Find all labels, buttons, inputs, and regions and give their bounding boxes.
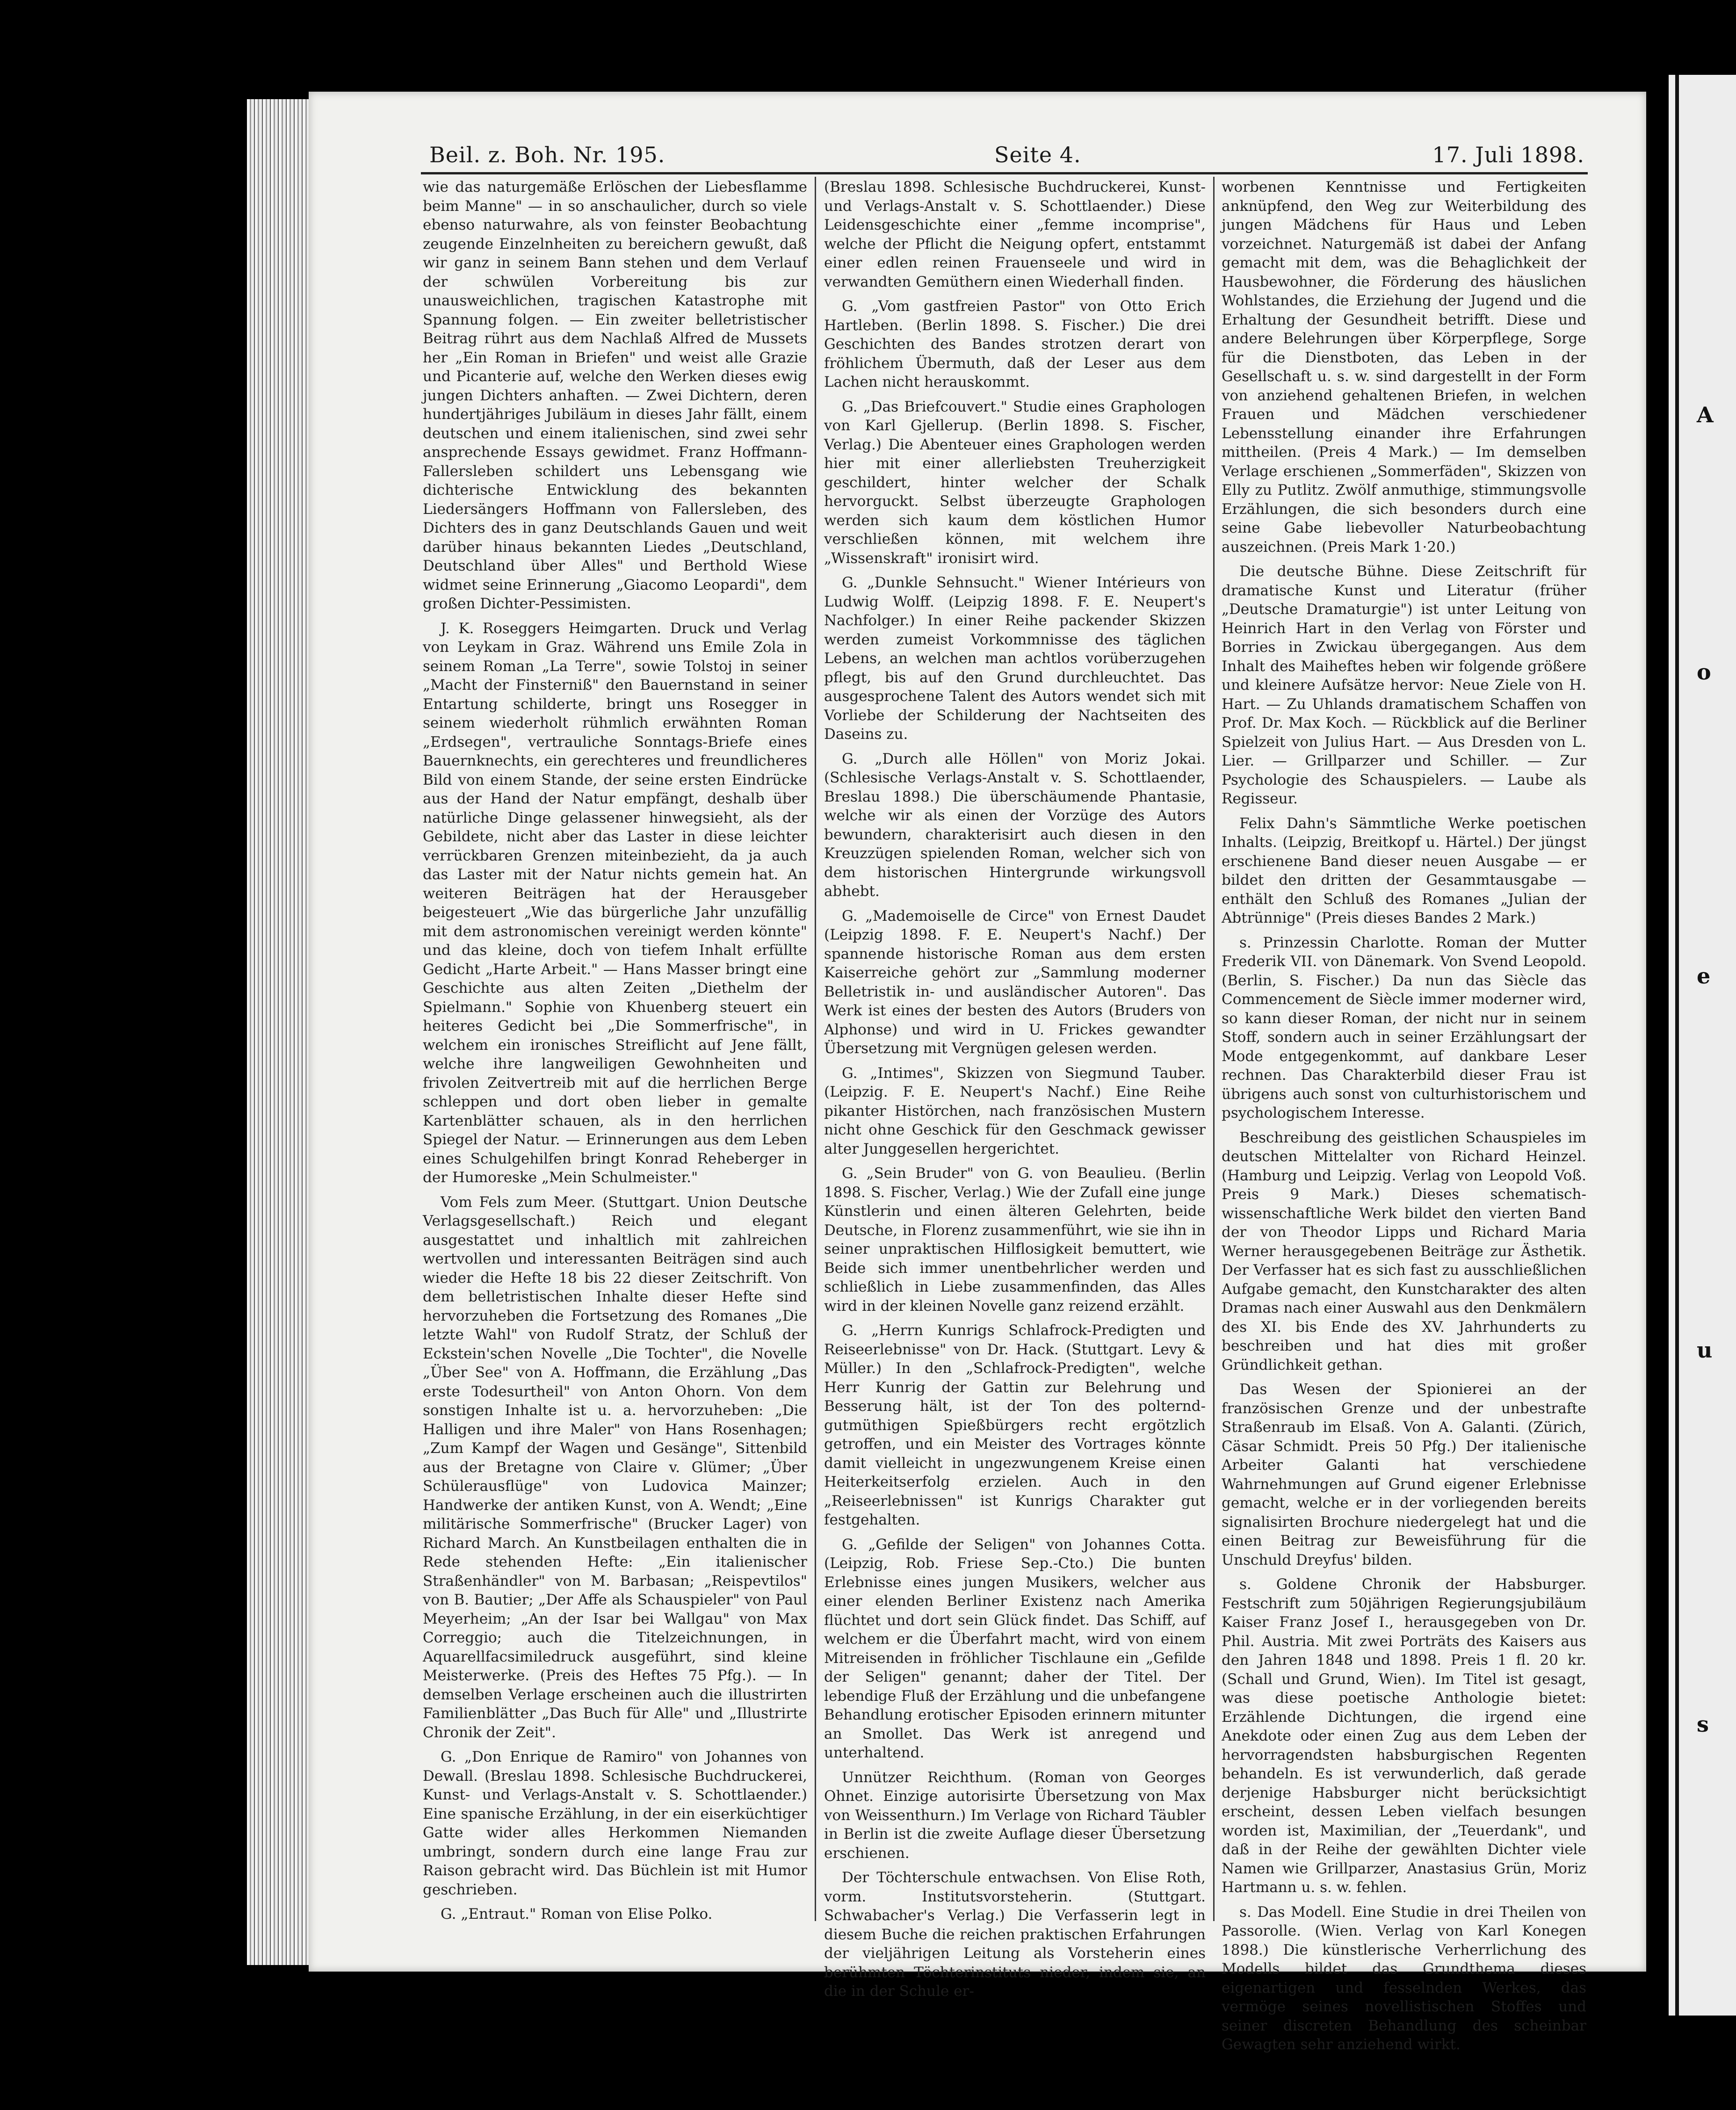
review-paragraph: Das Wesen der Spionierei an der französischen Grenze und der unbestrafte Straßenraub im Elsaß. Von A. Galanti. (Zürich, Cäsar Schmidt. Preis 50 Pfg.) Der italienische Arbeiter Galanti hat verschiedene Wahrnehmungen auf Grund eigener Erlebnisse gemacht, welche er in der vorliegenden bereits signalisirten Brochure niedergelegt hat und die einen Beitrag zur Beweisführung für die Unschuld Dreyfus' bilden. [1222, 1381, 1586, 1568]
review-paragraph: G. „Durch alle Höllen" von Moriz Jokai. (Schlesische Verlags-Anstalt v. S. Schottlaender, Breslau 1898.) Die überschäumende Phantasie, welche wir als einen der Vorzüge des Autors bewundern, charakterisirt auch diesen in den Kreuzzügen spielenden Roman, welcher sich von dem historischen Hintergrunde wirkungsvoll abhebt. [824, 750, 1206, 900]
issue-label: Beil. z. Boh. Nr. 195. [429, 142, 665, 167]
review-paragraph: Felix Dahn's Sämmtliche Werke poetischen Inhalts. (Leipzig, Breitkopf u. Härtel.) Der jüngst erschienene Band dieser neuen Ausgabe — er bildet den dritten der Gesammtausgabe — enthält den Schluß des Romanes „Julian der Abtrünnige" (Preis dieses Bandes 2 Mark.) [1222, 815, 1586, 926]
book-page-edges [247, 99, 312, 1965]
review-paragraph: G. „Gefilde der Seligen" von Johannes Cotta. (Leipzig, Rob. Friese Sep.-Cto.) Die bunten Erlebnisse eines jungen Musikers, welcher aus einer elenden Berliner Existenz nach Amerika flüchtet und dort sein Glück findet. Das Schiff, auf welchem er die Überfahrt macht, wird von einem Mitreisenden in fröhlicher Tischlaune ein „Gefilde der Seligen" genannt; daher der Titel. Der lebendige Fluß der Erzählung und die unbefangene Behandlung erotischer Episoden erinnern mitunter an Smollet. Das Werk ist anregend und unterhaltend. [824, 1536, 1206, 1761]
review-paragraph: worbenen Kenntnisse und Fertigkeiten anknüpfend, den Weg zur Weiterbildung des jungen Mädchens für Haus und Leben vorzeichnet. Naturgemäß ist dabei der Anfang gemacht mit dem, was die Behaglichkeit der Hausbewohner, die Förderung des häuslichen Wohlstandes, die Erziehung der Jugend und die Erhaltung der Gesundheit betrifft. Diese und andere Belehrungen über Körperpflege, Sorge für die Dienstboten, das Leben in der Gesellschaft u. s. w. sind dargestellt in der Form von anziehend gehaltenen Briefen, in welchen Frauen und Mädchen verschiedener Lebensstellung einander ihre Erfahrungen mittheilen. (Preis 4 Mark.) — Im demselben Verlage erschienen „Sommerfäden", Skizzen von Elly zu Putlitz. Zwölf anmuthige, stimmungsvolle Erzählungen, die sich besonders durch eine seine Gabe liebevoller Naturbeobachtung auszeichnen. (Preis Mark 1·20.) [1222, 179, 1586, 556]
column-1 [423, 178, 807, 1927]
header-rule [421, 172, 1588, 174]
adjacent-page-letter: A [1697, 402, 1714, 427]
review-paragraph: J. K. Roseggers Heimgarten. Druck und Verlag von Leykam in Graz. Während uns Emile Zola in seinem Roman „La Terre", sowie Tolstoj in seiner „Macht der Finsterniß" den Bauernstand in seiner Entartung schilderte, bringt uns Rosegger in seinem wiederholt rühmlich erwähnten Roman „Erdsegen", vertrauliche Sonntags-Briefe eines Bauernknechts, ein gerechteres und freundlicheres Bild von einem Stande, der seine ersten Eindrücke aus der Hand der Natur empfängt, deshalb über natürliche Dinge gelassener hinwegsieht, als der Gebildete, nicht aber das Laster in diese leichter verrückbaren Grenzen miteinbezieht, da ja auch das Laster mit der Natur nichts gemein hat. An weiteren Beiträgen hat der Herausgeber beigesteuert „Wie das bürgerliche Jahr unzufällig mit dem astronomischen vereinigt werden könnte" und das kleine, doch von tiefem Inhalt erfüllte Gedicht „Harte Arbeit." — Hans Masser bringt eine Geschichte aus alten Zeiten „Diethelm der Spielmann." Sophie von Khuenberg steuert ein heiteres Gedicht bei „Die Sommerfrische", in welchem ein ironisches Streiflicht auf Jene fällt, welche ihre langweiligen Gewohnheiten und frivolen Zeitvertreib mit auf die herrlichen Berge schleppen und dort oben lieber in gemalte Kartenblätter schauen, als in den herrlichen Spiegel der Natur. — Erinnerungen aus dem Leben eines Schulgehilfen bringt Konrad Reheberger in der Humoreske „Mein Schulmeister." [423, 620, 807, 1186]
adjacent-page-letter: s [1697, 1712, 1709, 1737]
review-paragraph: G. „Mademoiselle de Circe" von Ernest Daudet (Leipzig 1898. F. E. Neupert's Nachf.) Der spannende historische Roman aus dem ersten Kaiserreiche gehört zur „Sammlung moderner Belletristik in- und ausländischer Autoren". Das Werk ist eines der besten des Autors (Bruders von Alphonse) und wird in U. Frickes gewandter Übersetzung mit Vergnügen gelesen werden. [824, 907, 1206, 1057]
column-3 [1222, 178, 1586, 2053]
review-paragraph: G. „Sein Bruder" von G. von Beaulieu. (Berlin 1898. S. Fischer, Verlag.) Wie der Zufall eine junge Künstlerin und einen älteren Gelehrten, beide Deutsche, in Florenz zusammenführt, wie sie ihn in seiner unpraktischen Hilflosigkeit bemuttert, wie Beide sich immer unentbehrlicher werden und schließlich in Liebe zusammenfinden, das Alles wird in der kleinen Novelle ganz reizend erzählt. [824, 1165, 1206, 1315]
review-paragraph: Vom Fels zum Meer. (Stuttgart. Union Deutsche Verlagsgesellschaft.) Reich und elegant ausgestattet und inhaltlich mit zahlreichen wertvollen und interessanten Beiträgen sind auch wieder die Hefte 18 bis 22 dieser Zeitschrift. Von dem belletristischen Inhalte dieser Hefte sind hervorzuheben die Fortsetzung des Romanes „Die letzte Wahl" von Rudolf Stratz, der Schluß der Eckstein'schen Novelle „Die Tochter", die Novelle „Über See" von A. Hoffmann, die Erzählung „Das erste Todesurtheil" von Anton Ohorn. Von dem sonstigen Inhalte ist u. a. hervorzuheben: „Die Halligen und ihre Maler" von Hans Rosenhagen; „Zum Kampf der Wagen und Gesänge", Sittenbild aus der Bretagne von Claire v. Glümer; „Über Schülerausflüge" von Ludovica Mainzer; Handwerke der antiken Kunst, von A. Wendt; „Eine militärische Sommerfrische" (Brucker Lager) von Richard March. An Kunstbeilagen enthalten die in Rede stehenden Hefte: „Ein italienischer Straßenhändler" von M. Barbasan; „Reispevtilos" von B. Bautier; „Der Affe als Schauspieler" von Paul Meyerheim; „An der Isar bei Wallgau" von Max Correggio; auch die Titelzeichnungen, in Aquarellfacsimiledruck ausgeführt, sind kleine Meisterwerke. (Preis des Heftes 75 Pfg.). — In demselben Verlage erscheinen auch die illustrirten Familienblätter „Das Buch für Alle" und „Illustrirte Chronik der Zeit". [423, 1193, 807, 1741]
adjacent-page-letter: u [1697, 1337, 1713, 1363]
review-paragraph: Unnützer Reichthum. (Roman von Georges Ohnet. Einzige autorisirte Übersetzung von Max von Weissenthurn.) Im Verlage von Richard Täubler in Berlin ist die zweite Auflage dieser Übersetzung erschienen. [824, 1769, 1206, 1862]
review-paragraph: Der Töchterschule entwachsen. Von Elise Roth, vorm. Institutsvorsteherin. (Stuttgart. Schwabacher's Verlag.) Die Verfasserin legt in diesem Buche die reichen praktischen Erfahrungen der vieljährigen Leitung als Vorsteherin eines berühmten Töchterinstituts nieder, indem sie, an die in der Schule er- [824, 1869, 1206, 2000]
review-paragraph: (Breslau 1898. Schlesische Buchdruckerei, Kunst- und Verlags-Anstalt v. S. Schottlaender.) Diese Leidensgeschichte einer „femme incomprise", welche der Pflicht die Neigung opfert, entstammt einer edlen reinen Frauenseele und wird in verwandten Gemüthern einen Wiederhall finden. [824, 179, 1206, 290]
adjacent-page-letter: o [1697, 659, 1711, 685]
review-paragraph: G. „Das Briefcouvert." Studie eines Graphologen von Karl Gjellerup. (Berlin 1898. S. Fischer, Verlag.) Die Abenteuer eines Graphologen werden hier mit einer allerliebsten Treuherzigkeit geschildert, hinter welcher der Schalk hervorguckt. Selbst überzeugte Graphologen werden sich kaum dem köstlichen Humor verschließen können, mit welchem ihre „Wissenskraft" ironisirt wird. [824, 398, 1206, 567]
column-divider [815, 177, 816, 1921]
issue-date: 17. Juli 1898. [1432, 142, 1584, 167]
adjacent-page-sliver [1669, 75, 1736, 2016]
review-paragraph: s. Das Modell. Eine Studie in drei Theilen von Passorolle. (Wien. Verlag von Karl Konegen 1898.) Die künstlerische Verherrlichung des Modells bildet das Grundthema dieses eigenartigen und fesselnden Werkes, das vermöge seines novellistischen Stoffes und seiner discreten Behandlung des scheinbar Gewagten sehr anziehend wirkt. [1222, 1903, 1586, 2053]
review-paragraph: G. „Vom gastfreien Pastor" von Otto Erich Hartleben. (Berlin 1898. S. Fischer.) Die drei Geschichten des Bandes strotzen derart von fröhlichem Übermuth, daß der Leser aus dem Lachen nicht herauskommt. [824, 298, 1206, 390]
review-paragraph: s. Prinzessin Charlotte. Roman der Mutter Frederik VII. von Dänemark. Von Svend Leopold. (Berlin, S. Fischer.) Da nun das Siècle das Commencement de Siècle immer moderner wird, so kann dieser Roman, der nicht nur in seinem Stoff, sondern auch in seiner Erzählungsart der Mode entgegenkommt, auf dankbare Leser rechnen. Das Charakterbild dieser Frau ist übrigens auch sonst von culturhistorischem und psychologischem Interesse. [1222, 934, 1586, 1121]
page-number: Seite 4. [994, 142, 1081, 167]
review-paragraph: G. „Don Enrique de Ramiro" von Johannes von Dewall. (Breslau 1898. Schlesische Buchdruckerei, Kunst- und Verlags-Anstalt v. S. Schottlaender.) Eine spanische Erzählung, in der ein eiserküchtiger Gatte wider alles Herkommen Niemanden umbringt, sondern durch eine lange Frau zur Raison gebracht wird. Das Büchlein ist mit Humor geschrieben. [423, 1749, 807, 1898]
review-paragraph: G. „Intimes", Skizzen von Siegmund Tauber. (Leipzig. F. E. Neupert's Nachf.) Eine Reihe pikanter Histörchen, nach französischen Mustern nicht ohne Geschick für den Geschmack gewisser alter Junggesellen hergerichtet. [824, 1064, 1206, 1157]
review-paragraph: wie das naturgemäße Erlöschen der Liebesflamme beim Manne" — in so anschaulicher, durch so viele ebenso naturwahre, als von feinster Beobachtung zeugende Einzelnheiten zu bereichern gewußt, daß wir ganz in seinem Bann stehen und dem Verlauf der schwülen Vorbereitung bis zur unausweichlichen, tragischen Katastrophe mit Spannung folgen. — Ein zweiter belletristischer Beitrag rührt aus dem Nachlaß Alfred de Mussets her „Ein Roman in Briefen" und weist alle Grazie und Picanterie auf, welche den Werken dieses ewig jungen Dichters anhaften. — Zwei Dichtern, deren hundertjähriges Jubiläum in dieses Jahr fällt, einem deutschen und einem italienischen, sind zwei sehr ansprechende Essays gewidmet. Franz Hoffmann-Fallersleben schildert uns Lebensgang wie dichterische Entwicklung des bekannten Liedersängers Hoffmann von Fallersleben, des Dichters des in ganz Deutschlands Gauen und weit darüber hinaus bekannten Liedes „Deutschland, Deutschland über Alles" und Berthold Wiese widmet seine Erinnerung „Giacomo Leopardi", dem großen Dichter-Pessimisten. [423, 179, 807, 612]
review-paragraph: s. Goldene Chronik der Habsburger. Festschrift zum 50jährigen Regierungsjubiläum Kaiser Franz Josef I., herausgegeben von Dr. Phil. Austria. Mit zwei Porträts des Kaisers aus den Jahren 1848 und 1898. Preis 1 fl. 20 kr. (Schall und Grund, Wien). Im Titel ist gesagt, was diese poetische Anthologie bietet: Erzählende Dichtungen, die irgend eine Anekdote oder einen Zug aus dem Leben der hervorragendsten habsburgischen Regenten behandeln. Es ist verwunderlich, daß gerade derjenige Habsburger nicht berücksichtigt erscheint, dessen Leben vielfach besungen worden ist, Maximilian, der „Teuerdank", und daß in der Reihe der gewählten Dichter viele Namen wie Grillparzer, Anastasius Grün, Moriz Hartmann u. s. w. fehlen. [1222, 1576, 1586, 1896]
review-paragraph: G. „Entraut." Roman von Elise Polko. [441, 1906, 713, 1922]
adjacent-page-rule [1675, 75, 1679, 2016]
review-paragraph: G. „Dunkle Sehnsucht." Wiener Intérieurs von Ludwig Wolff. (Leipzig 1898. F. E. Neupert's Nachfolger.) In einer Reihe packender Skizzen werden zumeist Vorkommnisse des täglichen Lebens, an welchen man achtlos vorüberzugehen pflegt, bis auf den Grund durchleuchtet. Das ausgesprochene Talent des Autors wendet sich mit Vorliebe der Schilderung der Nachtseiten des Daseins zu. [824, 574, 1206, 743]
review-paragraph: Beschreibung des geistlichen Schauspieles im deutschen Mittelalter von Richard Heinzel. (Hamburg und Leipzig. Verlag von Leopold Voß. Preis 9 Mark.) Dieses schematisch-wissenschaftliche Werk bildet den vierten Band der von Theodor Lipps und Richard Maria Werner herausgegebenen Beiträge zur Ästhetik. Der Verfasser hat es sich fast zu ausschließlichen Aufgabe gemacht, den Kunstcharakter des alten Dramas nach einer Auswahl aus den Denkmälern des XI. bis Ende des XV. Jahrhunderts zu beschreiben und hat dies mit großer Gründlichkeit gethan. [1222, 1129, 1586, 1373]
page-header [425, 142, 1584, 175]
column-2 [824, 178, 1206, 2000]
review-paragraph: Die deutsche Bühne. Diese Zeitschrift für dramatische Kunst und Literatur (früher „Deutsche Dramaturgie") ist unter Leitung von Heinrich Hart in den Verlag von Förster und Borries in Zwickau übergegangen. Aus dem Inhalt des Maiheftes heben wir folgende größere und kleinere Aufsätze hervor: Neue Ziele von H. Hart. — Zu Uhlands dramatischem Schaffen von Prof. Dr. Max Koch. — Rückblick auf die Berliner Spielzeit von Julius Hart. — Aus Dresden von L. Lier. — Grillparzer und Schiller. — Zur Psychologie des Schauspielers. — Laube als Regisseur. [1222, 563, 1586, 807]
review-paragraph: G. „Herrn Kunrigs Schlafrock-Predigten und Reiseerlebnisse" von Dr. Hack. (Stuttgart. Levy & Müller.) In den „Schlafrock-Predigten", welche Herr Kunrig der Gattin zur Belehrung und Besserung hält, ist der Ton des polternd-gutmüthigen Spießbürgers recht ergötzlich getroffen, und ein Meister des Vortrages könnte damit vielleicht in ungezwungenem Kreise einen Heiterkeitserfolg erzielen. Auch in den „Reiseerlebnissen" ist Kunrigs Charakter gut festgehalten. [824, 1322, 1206, 1528]
adjacent-page-letter: e [1697, 963, 1711, 989]
column-divider [1213, 177, 1215, 1921]
